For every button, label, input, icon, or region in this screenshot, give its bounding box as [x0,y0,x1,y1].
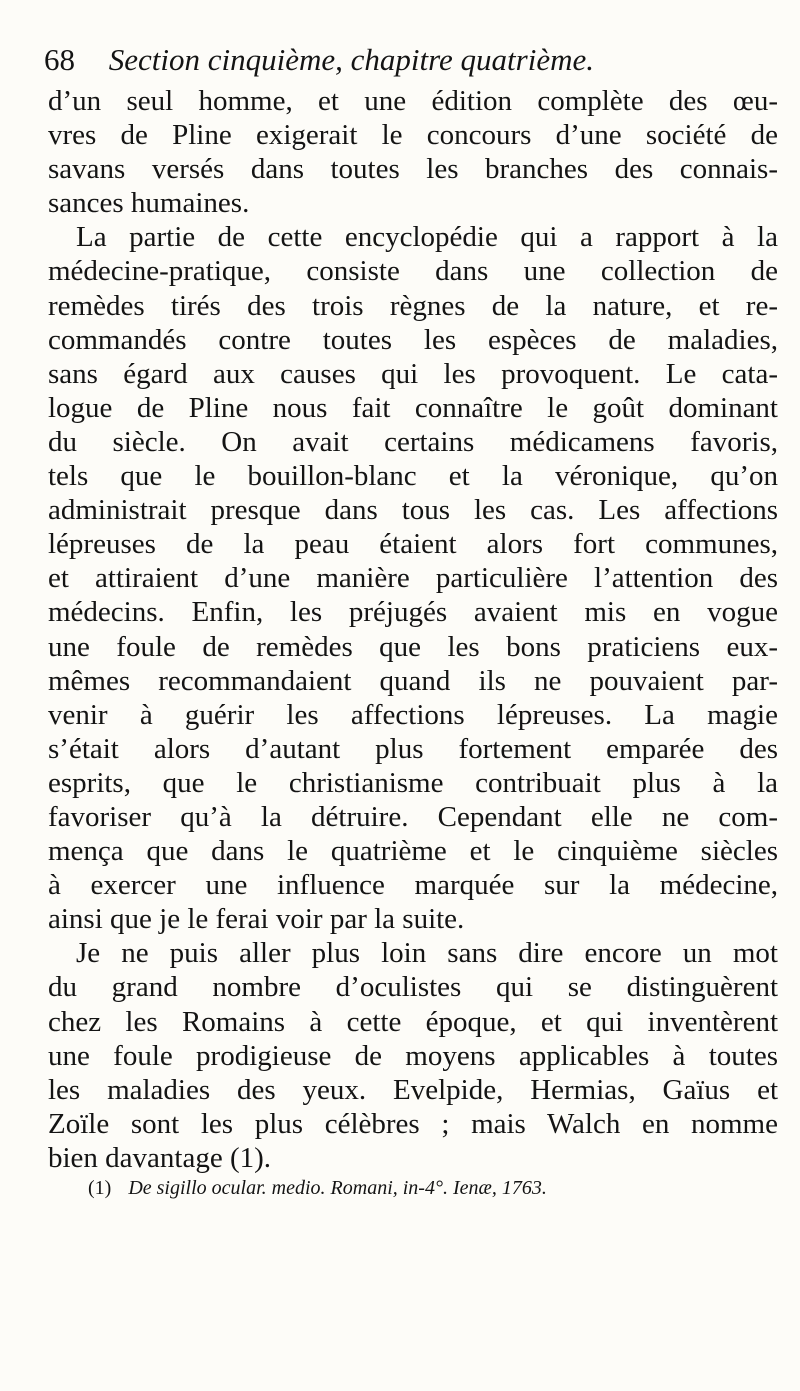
text-line: et attiraient d’une manière particulière l’attention des [48,562,778,595]
text-line: favoriser qu’à la détruire. Cependant elle ne com- [48,800,778,833]
text-line: à exercer une influence marquée sur la médecine, [48,869,778,902]
text-line: Zoïle sont les plus célèbres ; mais Walch en nomme [48,1107,778,1140]
text-line: logue de Pline nous fait connaître le goût dominant [48,391,778,424]
text-line: d’un seul homme, et une édition complète des œu- [48,85,778,117]
text-line: une foule prodigieuse de moyens applicables à toutes [48,1039,778,1072]
text-line: les maladies des yeux. Evelpide, Hermias, Gaïus et [48,1073,778,1106]
text-line: commandés contre toutes les espèces de maladies, [48,323,778,356]
text-line: du grand nombre d’oculistes qui se distinguèrent [48,971,778,1004]
text-line: médecins. Enfin, les préjugés avaient mis en vogue [48,596,778,629]
text-line: du siècle. On avait certains médicamens favoris, [48,425,778,458]
page-number: 68 [44,42,75,77]
footnote-marker: (1) [88,1177,112,1199]
text-line: s’était alors d’autant plus fortement emparée des [48,732,778,765]
text-line: administrait presque dans tous les cas. Les affections [48,494,778,527]
text-line: mêmes recommandaient quand ils ne pouvaient par- [48,664,778,697]
text-line: médecine-pratique, consiste dans une collection de [48,255,778,288]
text-line: ainsi que je le ferai voir par la suite. [48,903,465,936]
footnote-text: De sigillo ocular. medio. Romani, in-4°. Ienæ, 1763. [128,1177,547,1199]
text-line: La partie de cette encyclopédie qui a rapport à la [76,221,778,254]
text-line: sans égard aux causes qui les provoquent. Le cata- [48,357,778,390]
text-line: Je ne puis aller plus loin sans dire encore un mot [76,937,778,970]
text-line: mença que dans le quatrième et le cinquième siècles [48,835,778,868]
text-line: venir à guérir les affections lépreuses. La magie [48,698,778,731]
text-line: remèdes tirés des trois règnes de la nature, et re- [48,289,778,322]
page-header [44,38,764,82]
text-line: tels que le bouillon-blanc et la véronique, qu’on [48,460,778,493]
footnote [88,1173,748,1203]
text-line: savans versés dans toutes les branches des connais- [48,153,778,186]
text-line: une foule de remèdes que les bons praticiens eux- [48,630,778,663]
text-line: bien davantage (1). [48,1141,272,1174]
text-line: lépreuses de la peau étaient alors fort communes, [48,528,778,561]
text-line: vres de Pline exigerait le concours d’une société de [48,119,778,152]
text-line: esprits, que le christianisme contribuait plus à la [48,766,778,799]
text-line: chez les Romains à cette époque, et qui inventèrent [48,1005,778,1038]
body-text [48,84,778,1175]
running-head: Section cinquième, chapitre quatrième. [108,42,594,77]
text-line: sances humaines. [48,187,250,220]
